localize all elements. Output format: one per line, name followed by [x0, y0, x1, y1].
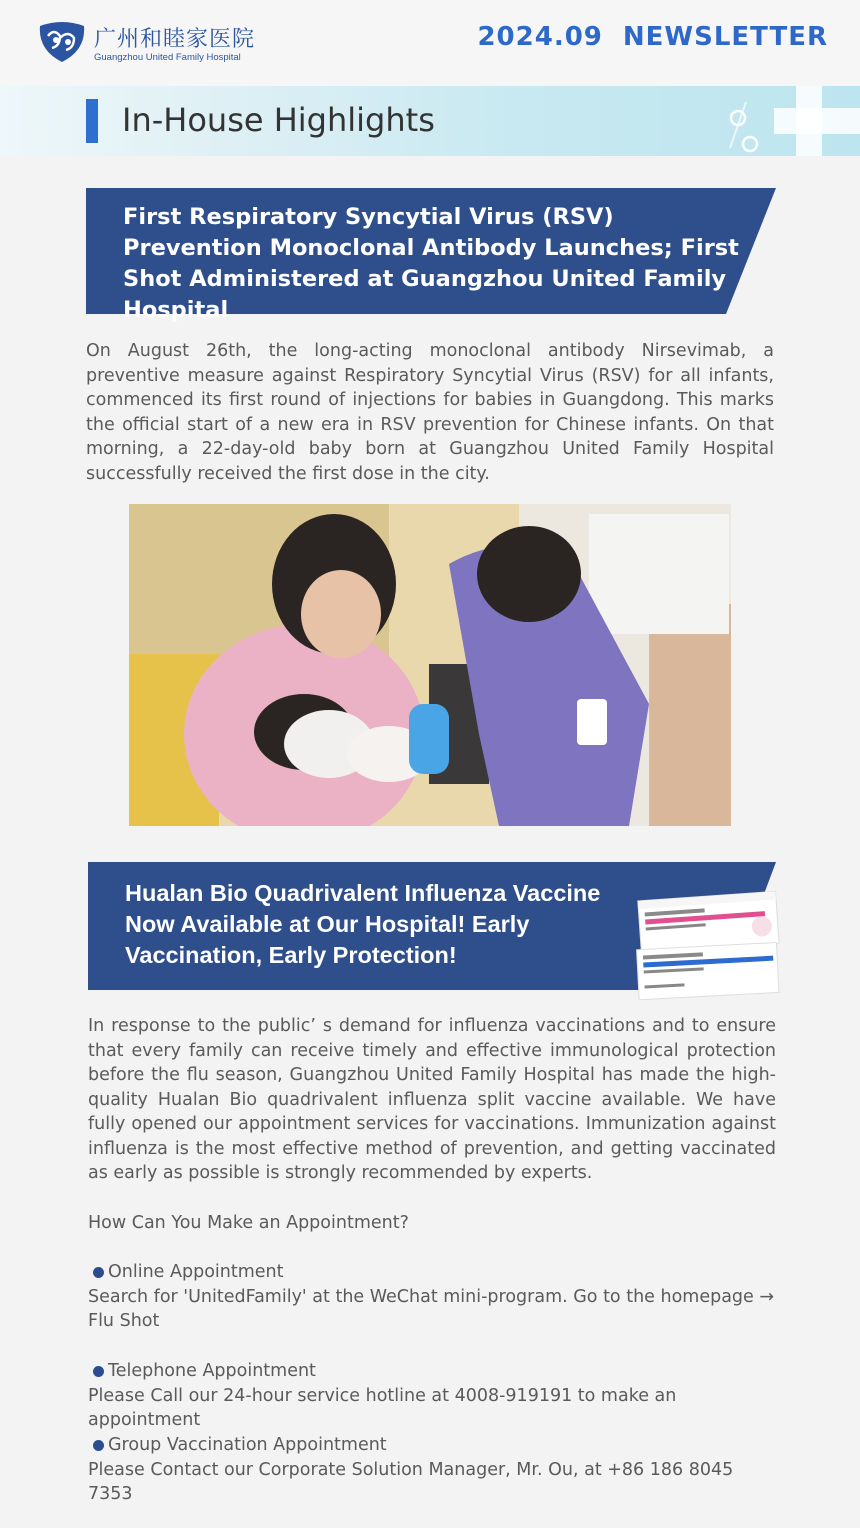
- newsletter-issue: [477, 22, 828, 52]
- article1-heading: First Respiratory Syncytial Virus (RSV) Prevention Monoclonal Antibody Launches; First Shot Administered at Guangzhou United Family Hospital: [123, 204, 739, 323]
- article1-heading-block: [86, 188, 776, 323]
- section-title: In-House Highlights: [122, 101, 435, 139]
- logo-chinese-name: 广州和睦家医院: [94, 27, 256, 52]
- method-title: Telephone Appointment: [108, 1361, 316, 1381]
- logo-emblem-icon: [36, 20, 88, 64]
- article2-heading: Hualan Bio Quadrivalent Influenza Vaccine Now Available at Our Hospital! Early Vaccination, Early Protection!: [125, 880, 601, 968]
- section-banner: [0, 86, 860, 156]
- appointment-method-online: [88, 1260, 778, 1334]
- page-header: [0, 0, 860, 86]
- appointment-method-telephone: [88, 1359, 778, 1433]
- method-title: Online Appointment: [108, 1262, 284, 1282]
- article1-body: On August 26th, the long-acting monoclonal antibody Nirsevimab, a preventive measure against Respiratory Syncytial Virus (RSV) for all infants, commenced its first round of injections for babies in Guangdong. This marks the official start of a new era in RSV prevention for Chinese infants. On that morning, a 22-day-old baby born at Guangzhou United Family Hospital successfully received the first dose in the city.: [86, 341, 774, 484]
- method-detail: Please Call our 24-hour service hotline at 4008-919191 to make an appointment: [88, 1385, 677, 1430]
- article2-body: In response to the public’ s demand for influenza vaccinations and to ensure that every family can receive timely and effective immunological protection before the flu season, Guangzhou United Family Hospital has made the high-quality Hualan Bio quadrivalent influenza split vaccine available. We have fully opened our appointment services for vaccinations. Immunization against influenza is the most effective method of prevention, and getting vaccinated as early as possible is strongly recommended by experts.: [88, 1016, 776, 1183]
- appointment-method-group: [88, 1433, 778, 1507]
- method-detail: Search for 'UnitedFamily' at the WeChat mini-program. Go to the homepage → Flu Shot: [88, 1286, 775, 1331]
- logo-english-name: Guangzhou United Family Hospital: [94, 52, 241, 63]
- hospital-logo[interactable]: [36, 18, 256, 66]
- appointment-question: How Can You Make an Appointment?: [88, 1213, 409, 1233]
- method-title: Group Vaccination Appointment: [108, 1435, 387, 1455]
- vaccine-box-image: [636, 890, 784, 1000]
- newsletter-label: NEWSLETTER: [622, 22, 828, 52]
- bullet-icon: [93, 1267, 104, 1278]
- vaccination-photo: [129, 504, 731, 826]
- bullet-icon: [93, 1440, 104, 1451]
- issue-date: 2024.09: [477, 22, 603, 52]
- section-accent-bar: [86, 99, 98, 143]
- medical-cross-decoration-icon: [700, 86, 860, 156]
- method-detail: Please Contact our Corporate Solution Manager, Mr. Ou, at +86 186 8045 7353: [88, 1459, 734, 1504]
- bullet-icon: [93, 1366, 104, 1377]
